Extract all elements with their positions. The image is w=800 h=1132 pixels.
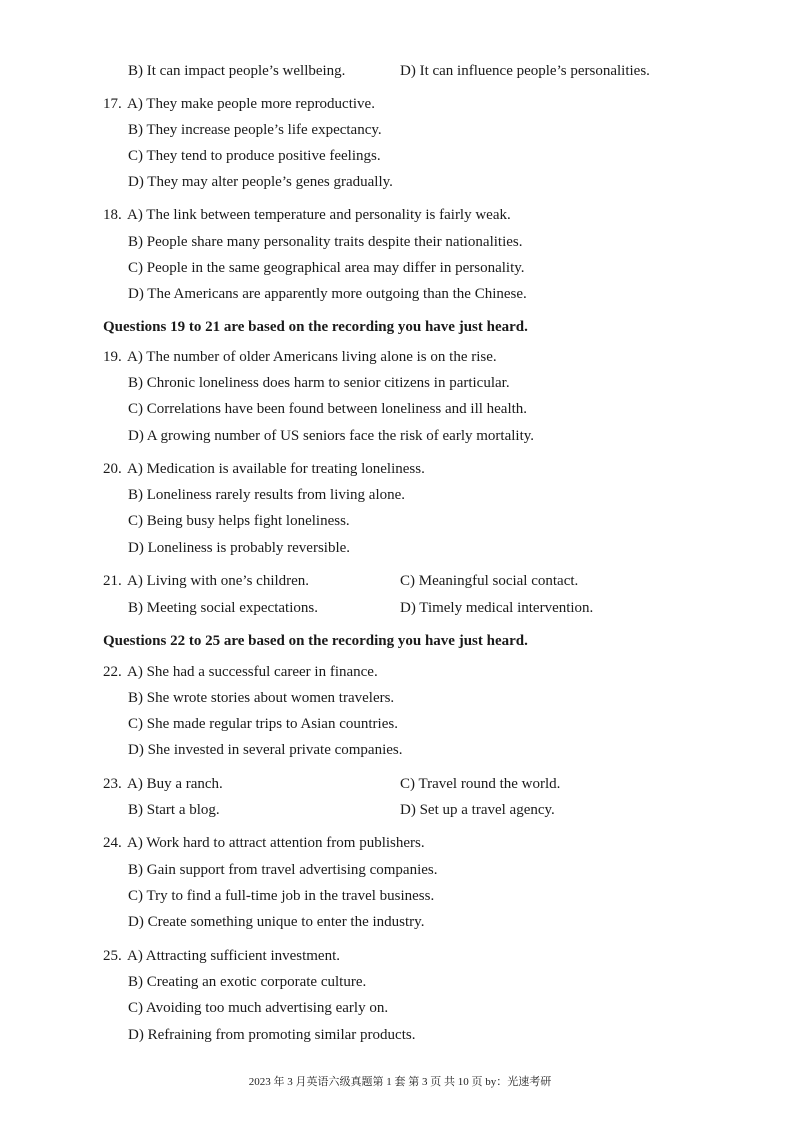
question-23-option-b: B) Start a blog. bbox=[128, 802, 220, 818]
question-20-option-d: D) Loneliness is probably reversible. bbox=[128, 540, 351, 556]
question-19-option-d: D) A growing number of US seniors face the risk of early mortality. bbox=[128, 428, 535, 444]
option-a: A) Attracting sufficient investment. bbox=[127, 948, 341, 964]
question-23-option-c: C) Travel round the world. bbox=[400, 776, 561, 792]
question-17-option-b: B) They increase people’s life expectancy. bbox=[128, 122, 382, 138]
question-18-option-b: B) People share many personality traits despite their nationalities. bbox=[128, 234, 523, 250]
question-17-option-c: C) They tend to produce positive feelings. bbox=[128, 148, 381, 164]
question-number: 24. bbox=[103, 835, 122, 851]
question-25-option-d: D) Refraining from promoting similar products. bbox=[128, 1027, 416, 1043]
question-19-option-c: C) Correlations have been found between loneliness and ill health. bbox=[128, 401, 528, 417]
question-number: 19. bbox=[103, 349, 122, 365]
question-20-option-b: B) Loneliness rarely results from living alone. bbox=[128, 487, 406, 503]
question-18-option-d: D) The Americans are apparently more outgoing than the Chinese. bbox=[128, 286, 527, 302]
question-21-option-b: B) Meeting social expectations. bbox=[128, 600, 318, 616]
question-number: 17. bbox=[103, 96, 122, 112]
question-21-option-c: C) Meaningful social contact. bbox=[400, 573, 579, 589]
page-footer: 2023 年 3 月英语六级真题第 1 套 第 3 页 共 10 页 by：光速考研 bbox=[248, 1076, 552, 1088]
question-18-option-a bbox=[103, 205, 511, 225]
question-19-option-b: B) Chronic loneliness does harm to senior citizens in particular. bbox=[128, 375, 510, 391]
question-number: 23. bbox=[103, 776, 122, 792]
question-number: 20. bbox=[103, 461, 122, 477]
prev-option-d: D) It can influence people’s personalities. bbox=[400, 63, 650, 79]
option-a: A) They make people more reproductive. bbox=[127, 96, 375, 112]
option-a: A) The number of older Americans living alone is on the rise. bbox=[127, 349, 497, 365]
question-21-option-d: D) Timely medical intervention. bbox=[400, 600, 594, 616]
question-24-option-b: B) Gain support from travel advertising companies. bbox=[128, 862, 438, 878]
prev-option-b: B) It can impact people’s wellbeing. bbox=[128, 63, 346, 79]
option-a: A) Medication is available for treating loneliness. bbox=[127, 461, 425, 477]
section-header-19-21: Questions 19 to 21 are based on the recording you have just heard. bbox=[103, 319, 528, 335]
option-a: A) She had a successful career in finance. bbox=[127, 664, 378, 680]
question-24-option-a bbox=[103, 833, 425, 853]
question-20-option-c: C) Being busy helps fight loneliness. bbox=[128, 513, 350, 529]
question-25-option-c: C) Avoiding too much advertising early on. bbox=[128, 1000, 389, 1016]
question-22-option-a bbox=[103, 662, 378, 682]
question-23-option-a bbox=[103, 774, 223, 794]
question-18-option-c: C) People in the same geographical area may differ in personality. bbox=[128, 260, 525, 276]
section-header-22-25: Questions 22 to 25 are based on the recording you have just heard. bbox=[103, 633, 528, 649]
question-17-option-d: D) They may alter people’s genes gradually. bbox=[128, 174, 393, 190]
question-number: 18. bbox=[103, 207, 122, 223]
question-number: 22. bbox=[103, 664, 122, 680]
question-17-option-a bbox=[103, 94, 375, 114]
question-24-option-c: C) Try to find a full-time job in the travel business. bbox=[128, 888, 435, 904]
question-21-option-a bbox=[103, 571, 309, 591]
option-a: A) Buy a ranch. bbox=[127, 776, 223, 792]
question-25-option-b: B) Creating an exotic corporate culture. bbox=[128, 974, 367, 990]
question-22-option-d: D) She invested in several private companies. bbox=[128, 742, 403, 758]
option-a: A) The link between temperature and personality is fairly weak. bbox=[127, 207, 511, 223]
option-a: A) Living with one’s children. bbox=[127, 573, 310, 589]
question-number: 25. bbox=[103, 948, 122, 964]
question-22-option-c: C) She made regular trips to Asian countries. bbox=[128, 716, 398, 732]
option-a: A) Work hard to attract attention from publishers. bbox=[127, 835, 425, 851]
question-23-option-d: D) Set up a travel agency. bbox=[400, 802, 555, 818]
question-24-option-d: D) Create something unique to enter the industry. bbox=[128, 914, 425, 930]
question-22-option-b: B) She wrote stories about women travelers. bbox=[128, 690, 395, 706]
question-20-option-a bbox=[103, 459, 425, 479]
question-25-option-a bbox=[103, 946, 340, 966]
question-number: 21. bbox=[103, 573, 122, 589]
question-19-option-a bbox=[103, 347, 497, 367]
